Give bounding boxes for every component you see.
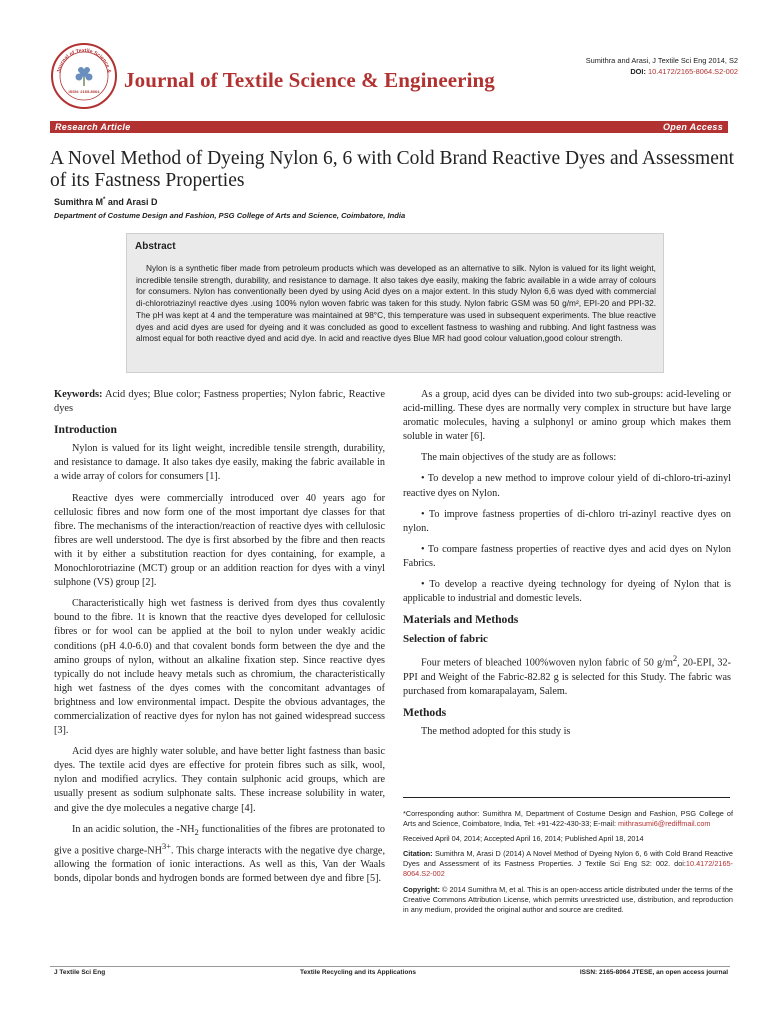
methods-paragraph: The method adopted for this study is <box>421 726 571 738</box>
article-authors <box>54 197 158 207</box>
materials-methods-heading: Materials and Methods <box>403 613 519 627</box>
keywords-label: Keywords: <box>54 389 103 400</box>
objective-3: • To compare fastness properties of reactive dyes and acid dyes on Nylon Fabrics. <box>403 543 731 569</box>
p5-part-c: . This charge interacts with the negative dye charge, allowing the formation of ionic interactions. As well as this, Van der Waals bonds, dipolar bonds and hydrogen bonds are formed between dye and fibre [5]. <box>54 845 385 885</box>
objective-4: • To develop a reactive dyeing technology for dyeing of Nylon that is applicable to industrial and domestic levels. <box>403 579 731 605</box>
header-citation-text: Sumithra and Arasi, J Textile Sci Eng 2014, S2 <box>585 56 738 65</box>
svg-text:Journal of Textile Science & E: Journal of Textile Science & <box>56 47 112 74</box>
doi-label: DOI: <box>630 67 646 76</box>
doi-link[interactable]: 10.4172/2165-8064.S2-002 <box>648 67 738 76</box>
footnotes <box>403 809 733 920</box>
p5-subscript: 2 <box>194 826 199 837</box>
header-doi <box>586 66 738 77</box>
abstract-text: Nylon is a synthetic fiber made from petroleum products which was developed as an alternative to silk. Nylon is valued for its light weight, incredible tensile strength, durability, and resistance to damage. It also takes dye easily, making the fabric available in a wide array of colours for consumers. Nylon has conventionally been dyed by using Acid dyes on a major extent. In this study Nylon 6,6 was dyed with commercial di-chlorotriazinyl reactive dyes .using 100% nylon woven fabric was taken for this study. Nylon fabric GSM was 50 g/m², EPI-20 and PPI-32. The pH was kept at 4 and the temperature was maintained at 98°C, this temperature was used in subsequent experiments. The blue reactive dyes and acid dyes are used for dyeing and it was concluded as good to excellent fastness to washing and rubbing. And light fastness was almost equal for both reactive dyed and acid dye. In acid and reactive dyes Blue MR had good colour valuation,good colour strength. <box>136 263 656 344</box>
footer-issn: ISSN: 2165-8064 JTESE, an open access journal <box>579 969 728 976</box>
copyright-note <box>403 885 733 915</box>
right-column <box>403 388 731 746</box>
author-mark: * <box>103 197 106 203</box>
right-paragraph-1: As a group, acid dyes can be divided into two sub-groups: acid-leveling or acid-milling. These dyes are normally very complex in structure but have large aromatic molecules, having a sulphonyl or amino group which makes them soluble in water [6]. <box>403 389 731 443</box>
selection-paragraph <box>403 651 731 699</box>
intro-paragraph-5 <box>54 823 385 887</box>
p5-superscript: 3+ <box>161 840 171 851</box>
p5-part-b: functionalities of the fibres are protonated to give a positive charge-NH <box>54 823 385 857</box>
keywords <box>54 388 385 416</box>
article-dates: Received April 04, 2014; Accepted April 16, 2014; Published April 18, 2014 <box>403 834 644 844</box>
intro-paragraph-2: Reactive dyes were commercially introduced over 40 years ago for cellulosic fibres and now form one of the most important dye classes for that fibre. The mechanisms of the interaction/reaction of reactive dyes with cellulosic fibres are well understood. The dye is first absorbed by the fibre and then reacts with it by either a substitution reaction for dyes containing, for example, a Monochlorotriazine (MCT) group or an addition reaction for dyes with a vinyl sulphone (VS) group [2]. <box>54 492 385 589</box>
article-title: A Novel Method of Dyeing Nylon 6, 6 with Cold Brand Reactive Dyes and Assessment of its Fastness Properties <box>50 148 735 191</box>
objective-1: • To develop a new method to improve colour yield of di-chloro-tri-azinyl reactive dyes on Nylon. <box>403 473 731 499</box>
intro-paragraph-1: Nylon is valued for its light weight, incredible tensile strength, durability, and resistance to damage. It also takes dye easily, making the fabric available in a wide array of colors for consumers [1]. <box>54 443 385 483</box>
p5-part-a: In an acidic solution, the -NH <box>72 823 195 835</box>
affiliation: Department of Costume Design and Fashion, PSG College of Arts and Science, Coimbatore, India <box>54 211 406 220</box>
copyright-label: Copyright: <box>403 884 440 894</box>
article-type-band <box>50 121 728 133</box>
abstract-box <box>126 233 664 373</box>
header-citation <box>586 55 738 77</box>
intro-paragraph-3: Characteristically high wet fastness is derived from dyes thus covalently bound to the fibre. 1t is known that the reactive dyes developed for cellulosic fibres or for wool can be applied at the boil to nylon under weakly acidic conditions (pH 4.0-6.0) and that covalent bonds form between the dye and the amino groups of nylon, without an alkaline fixation step. Since reactive dyes typically do not include heavy metals such as chromium, the characteristically high wet fastness of the dyes comes with the concomitant advantages of brightness and low environmental impact. Despite the obvious advantages, the commercialization of reactive dyes for nylon has not gained widespread success [3]. <box>54 598 385 737</box>
journal-title: Journal of Textile Science & Engineering <box>124 68 495 92</box>
open-access-label: Open Access <box>663 122 723 132</box>
footer-divider <box>50 966 730 967</box>
intro-paragraph-4: Acid dyes are highly water soluble, and have better light fastness than basic dyes. The textile acid dyes are effective for protein fibres such as silk, wool, nylon and modified acrylics. They contain sulphonic acid groups, which are usually present as sodium sulphonate salts. These increase solubility in water, and give the dye molecules a negative charge [4]. <box>54 746 385 814</box>
left-column <box>54 388 385 893</box>
footer-issue-title: Textile Recycling and its Applications <box>300 969 416 976</box>
journal-logo <box>50 42 118 110</box>
citation-doi-link[interactable]: 10.4172/2165-8064.S2-002 <box>403 859 733 879</box>
introduction-heading: Introduction <box>54 423 117 437</box>
footnote-divider <box>403 797 730 798</box>
copyright-text: © 2014 Sumithra M, et al. This is an open-access article distributed under the terms of the Creative Commons Attribution License, which permits unrestricted use, distribution, and reproduction in any medium, provided the original author and source are credited. <box>403 884 733 914</box>
abstract-title: Abstract <box>135 241 176 252</box>
selection-heading: Selection of fabric <box>403 633 488 646</box>
citation-note <box>403 849 733 879</box>
citation-label: Citation: <box>403 849 433 859</box>
objective-2: • To improve fastness properties of di-chloro tri-azinyl reactive dyes on nylon. <box>403 508 731 534</box>
email-link[interactable]: mithrasumi6@rediffmail.com <box>618 819 711 829</box>
objectives-intro: The main objectives of the study are as follows: <box>421 452 617 464</box>
keywords-list: Acid dyes; Blue color; Fastness properties; Nylon fabric, Reactive dyes <box>54 389 385 415</box>
corr-text: *Corresponding author: Sumithra M, Department of Costume Design and Fashion, PSG College of Arts and Science, Coimbatore, India, Tel: +91-422-430-33; E-mail: <box>403 809 733 829</box>
citation-text: Sumithra M, Arasi D (2014) A Novel Method of Dyeing Nylon 6, 6 with Cold Brand Reactive Dyes and Assessment of its Fastness Properties. J Textile Sci Eng S2: 002. doi: <box>403 849 733 869</box>
author-rest: and Arasi D <box>105 197 158 207</box>
sel-superscript: 2 <box>672 653 678 664</box>
corresponding-author <box>403 809 733 829</box>
footer-journal: J Textile Sci Eng <box>54 969 106 976</box>
svg-text:ISSN: 2165-8064: ISSN: 2165-8064 <box>68 89 100 94</box>
author-name: Sumithra M <box>54 197 104 207</box>
article-type-label: Research Article <box>55 122 131 132</box>
methods-heading: Methods <box>403 706 447 720</box>
sel-part-a: Four meters of bleached 100%woven nylon fabric of 50 g/m <box>421 657 673 669</box>
sel-part-b: , 20-EPI, 32-PPI and Weight of the Fabric-82.82 g is selected for this Study. The fabric was purchased from komarapalayam, Salem. <box>403 657 731 697</box>
journal-seal-logo-icon <box>50 42 118 110</box>
